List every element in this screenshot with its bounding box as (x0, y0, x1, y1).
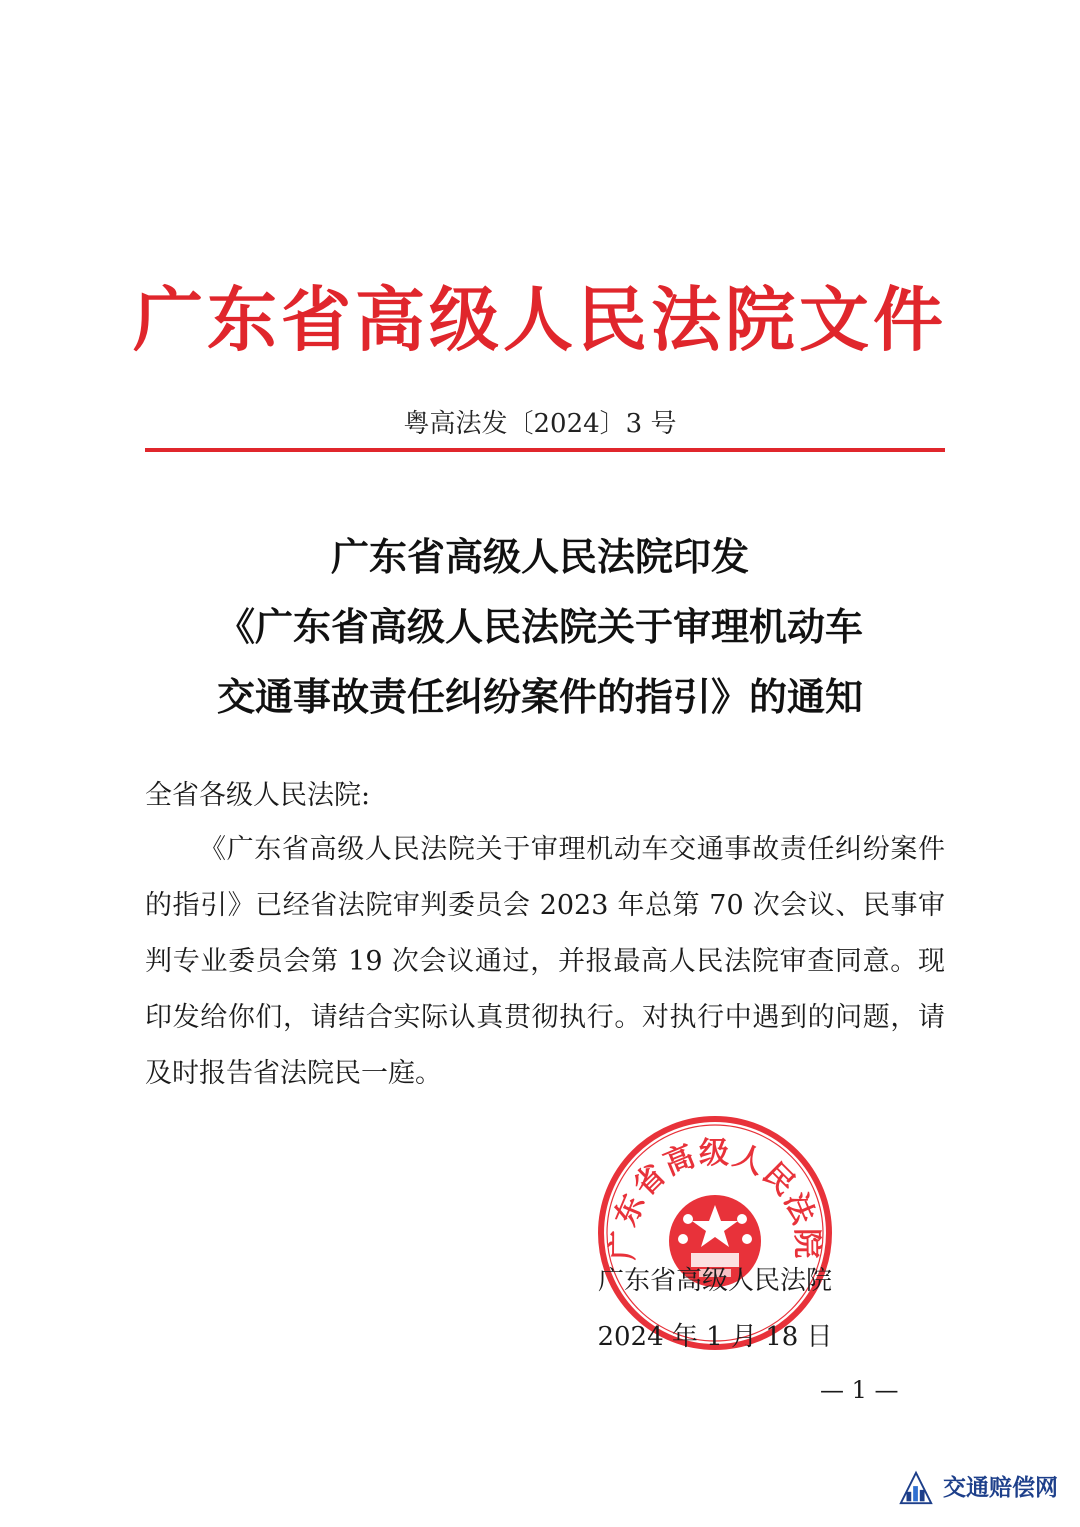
body-paragraph: 《广东省高级人民法院关于审理机动车交通事故责任纠纷案件的指引》已经省法院审判委员会 2023 年总第 70 次会议、民事审判专业委员会第 19 次会议通过，并报最高人民法院审查同意。现印发给你们，请结合实际认真贯彻执行。对执行中遇到的问题，请及时报告省法院民一庭。 (145, 834, 945, 1089)
red-divider-line (145, 448, 945, 452)
page-number: — 1 — (820, 1376, 899, 1404)
title-line-1: 广东省高级人民法院印发 (330, 535, 749, 579)
site-watermark (897, 1469, 1058, 1507)
signature-block (575, 1253, 855, 1365)
document-masthead: 广东省高级人民法院文件 (133, 279, 947, 361)
title-line-2: 《广东省高级人民法院关于审理机动车 (216, 605, 863, 649)
signing-organization: 广东省高级人民法院 (597, 1266, 832, 1296)
document-number: 粤高法发〔2024〕3 号 (403, 409, 677, 439)
notice-title (0, 522, 1080, 732)
signing-date: 2024 年 1 月 18 日 (597, 1322, 833, 1352)
watermark-text: 交通赔偿网 (943, 1475, 1058, 1501)
seal-text: 广东省高级人民法院 (605, 1136, 825, 1261)
salutation: 全省各级人民法院: (145, 780, 371, 811)
title-line-3: 交通事故责任纠纷案件的指引》的通知 (216, 675, 863, 719)
chart-bar-logo-icon (897, 1469, 935, 1507)
